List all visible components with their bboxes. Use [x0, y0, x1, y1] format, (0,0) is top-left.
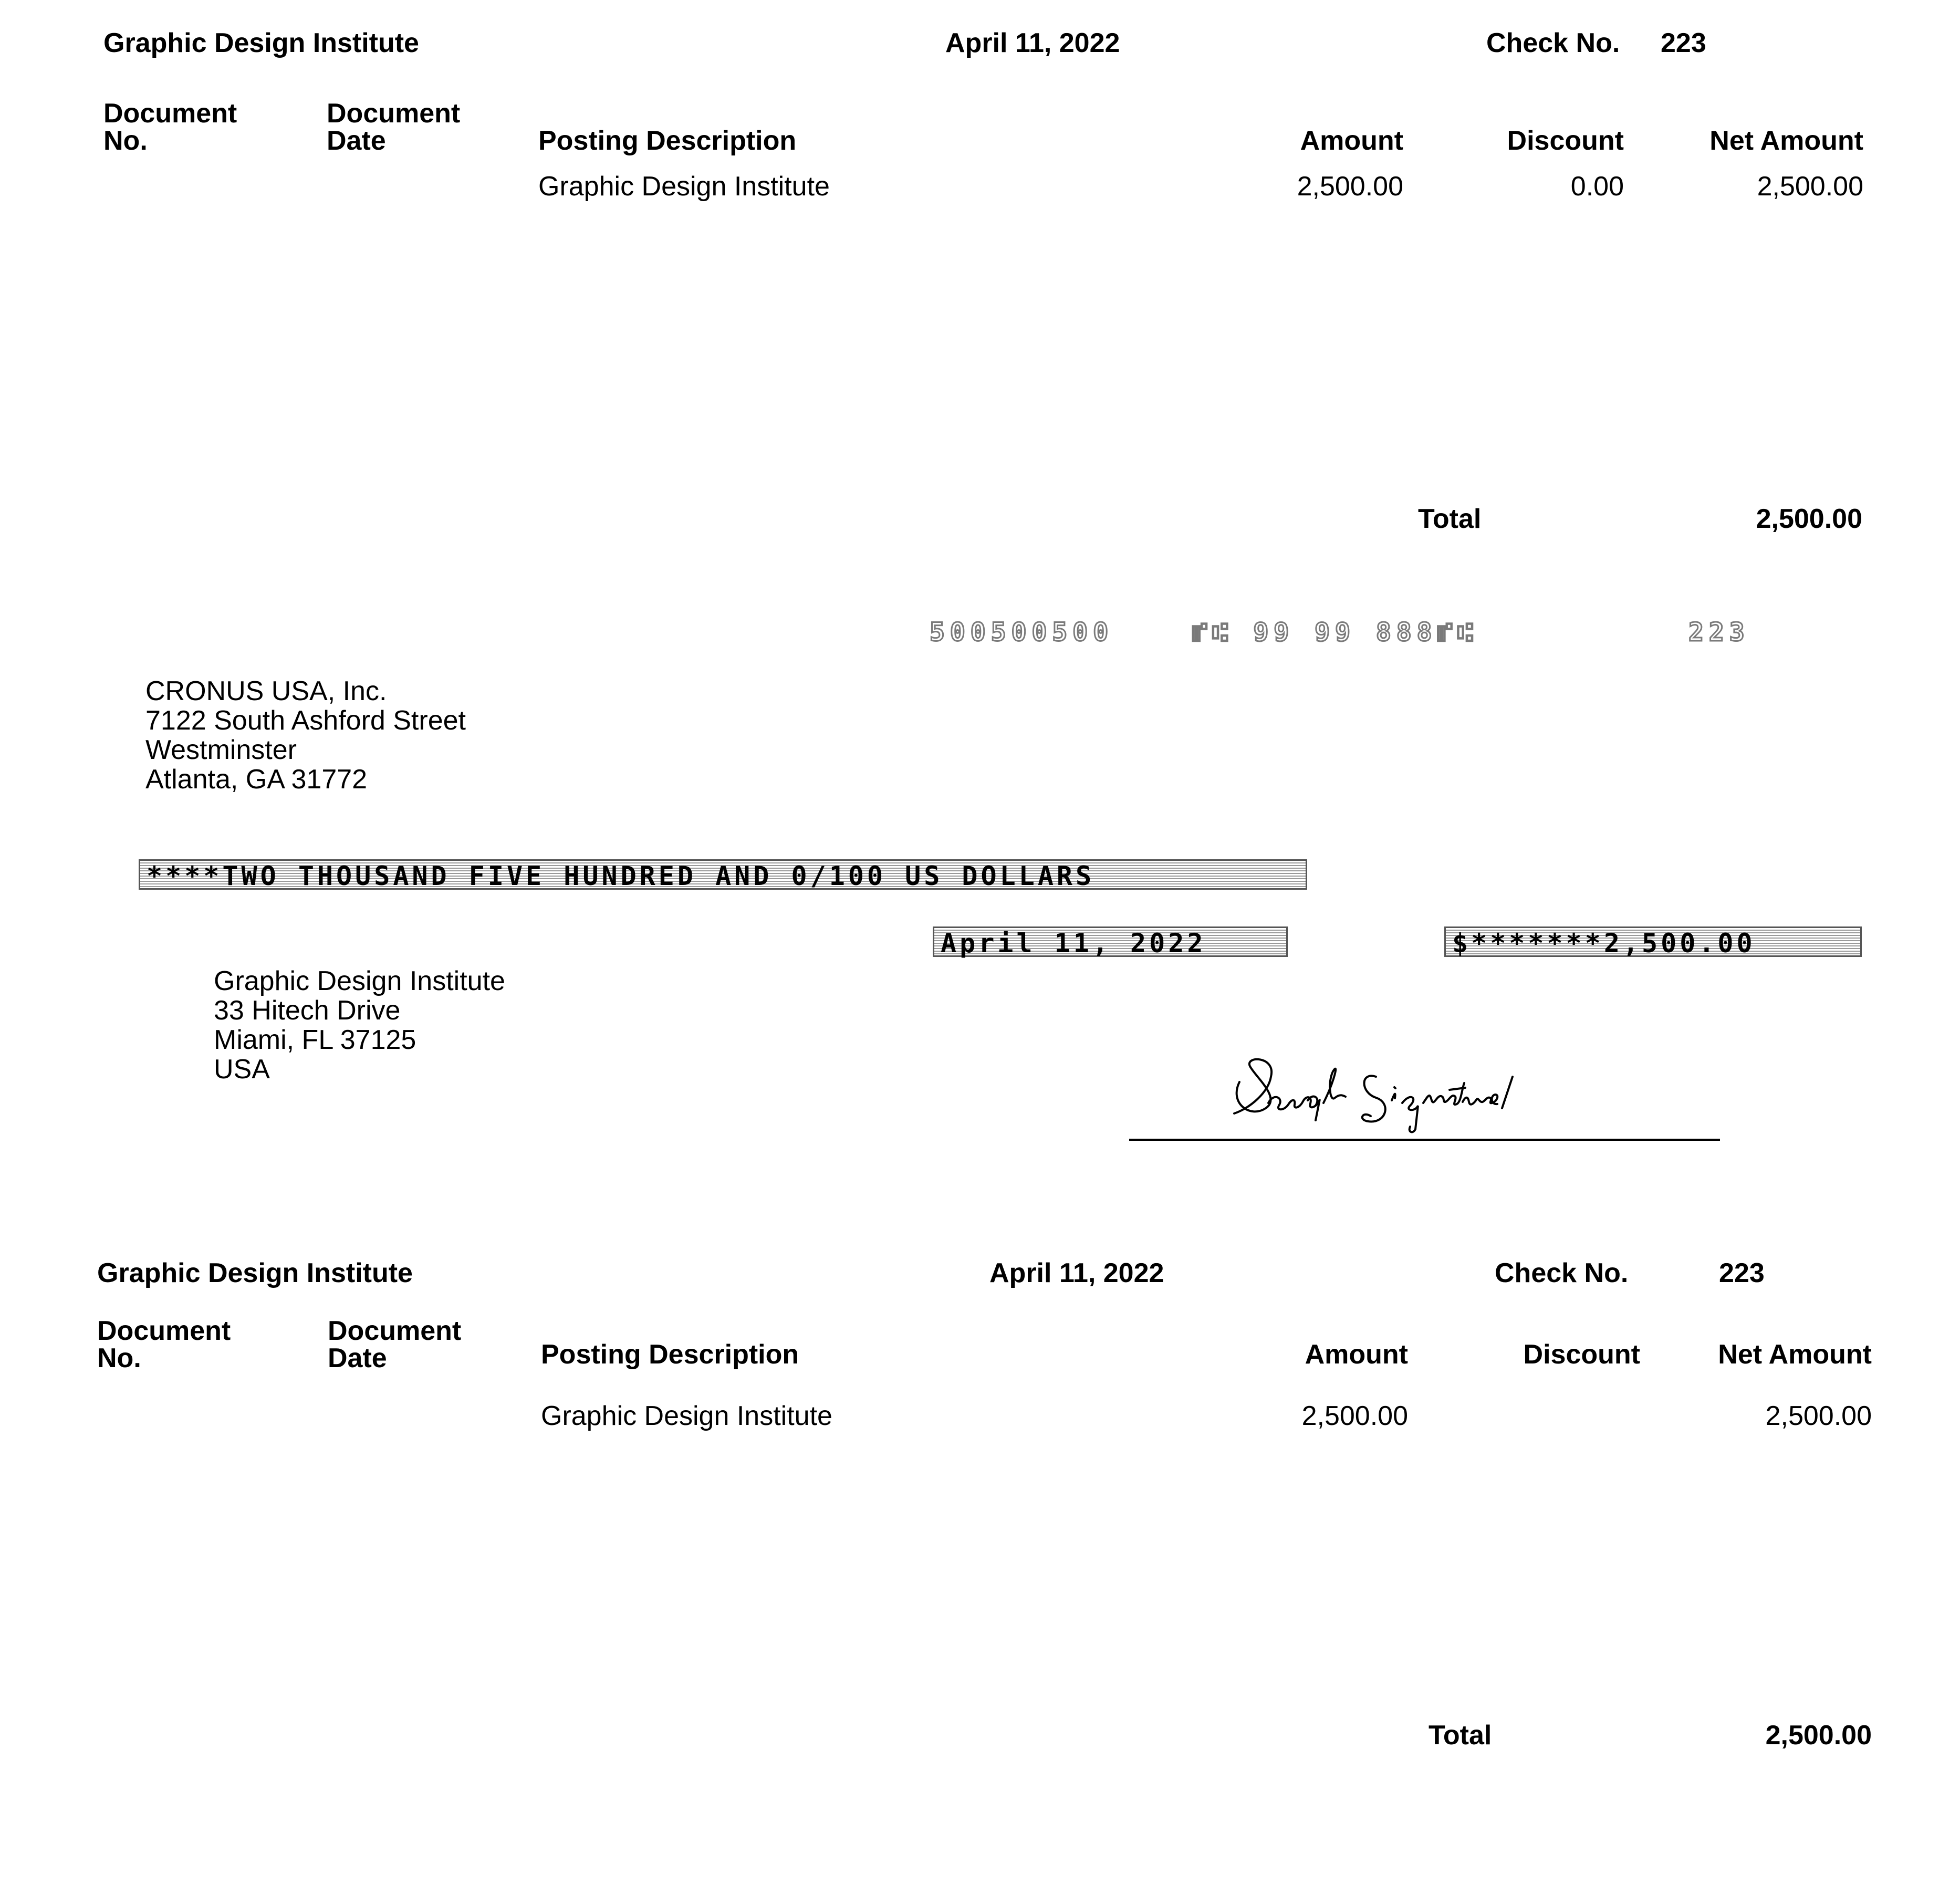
- payee-address: [214, 966, 505, 1084]
- payer-city: Westminster: [145, 735, 297, 765]
- total-value: 2,500.00: [1765, 1720, 1872, 1751]
- stub-date: April 11, 2022: [945, 28, 1120, 58]
- col-discount: Discount: [1523, 1339, 1640, 1370]
- col-net-amount: Net Amount: [1709, 126, 1863, 156]
- col-doc-no-line2: No.: [103, 126, 148, 156]
- row-amount: 2,500.00: [1297, 171, 1403, 202]
- col-amount: Amount: [1300, 126, 1403, 156]
- row-amount: 2,500.00: [1301, 1401, 1408, 1431]
- micr-routing: 500500500: [930, 618, 1114, 647]
- col-amount: Amount: [1305, 1339, 1408, 1370]
- row-net-amount: 2,500.00: [1765, 1401, 1872, 1431]
- col-doc-date-line1: Document: [328, 1316, 462, 1346]
- check-no-value: 223: [1719, 1258, 1765, 1288]
- total-value: 2,500.00: [1756, 504, 1862, 534]
- col-doc-no: [97, 1317, 231, 1372]
- payer-name: CRONUS USA, Inc.: [145, 676, 387, 706]
- col-doc-date: [327, 100, 460, 154]
- micr-check-number: 223: [1688, 618, 1750, 647]
- row-description: Graphic Design Institute: [538, 171, 830, 202]
- stub-company: Graphic Design Institute: [103, 28, 419, 58]
- signature-line: [1129, 1139, 1720, 1141]
- col-doc-date-line2: Date: [328, 1343, 387, 1373]
- col-doc-no-line1: Document: [97, 1316, 231, 1346]
- check-date: [933, 926, 1288, 957]
- check-no-label: Check No.: [1486, 28, 1620, 58]
- col-doc-date-line2: Date: [327, 126, 386, 156]
- payer-state: Atlanta, GA 31772: [145, 764, 368, 795]
- payee-city: Miami, FL 37125: [214, 1025, 416, 1055]
- payee-name: Graphic Design Institute: [214, 966, 505, 996]
- col-doc-date-line1: Document: [327, 98, 461, 129]
- col-doc-no-line1: Document: [103, 98, 237, 129]
- amount-in-words-text: ****TWO THOUSAND FIVE HUNDRED AND 0/100 US DOLLARS: [147, 861, 1095, 891]
- col-net-amount: Net Amount: [1718, 1339, 1872, 1370]
- col-posting-description: Posting Description: [541, 1339, 799, 1370]
- payer-street: 7122 South Ashford Street: [145, 705, 466, 736]
- payee-country: USA: [214, 1054, 270, 1085]
- signature: [1218, 1045, 1649, 1134]
- total-label: Total: [1429, 1720, 1492, 1751]
- check-date-text: April 11, 2022: [941, 928, 1206, 959]
- micr-account: ⑈⑆ 99 99 888⑈⑆: [1192, 618, 1478, 647]
- stub-date: April 11, 2022: [989, 1258, 1164, 1288]
- col-doc-date: [328, 1317, 461, 1372]
- total-label: Total: [1418, 504, 1482, 534]
- col-posting-description: Posting Description: [538, 126, 797, 156]
- row-net-amount: 2,500.00: [1757, 171, 1863, 202]
- stub-company: Graphic Design Institute: [97, 1258, 413, 1288]
- row-description: Graphic Design Institute: [541, 1401, 832, 1431]
- col-doc-no: [103, 100, 237, 154]
- amount-in-words: [139, 859, 1307, 890]
- check-amount: [1444, 926, 1862, 957]
- check-amount-text: $*******2,500.00: [1452, 928, 1756, 959]
- row-discount: 0.00: [1570, 171, 1624, 202]
- check-no-value: 223: [1661, 28, 1706, 58]
- check-no-label: Check No.: [1495, 1258, 1629, 1288]
- col-discount: Discount: [1507, 126, 1624, 156]
- col-doc-no-line2: No.: [97, 1343, 141, 1373]
- payee-street: 33 Hitech Drive: [214, 995, 401, 1026]
- payer-address: [145, 676, 466, 794]
